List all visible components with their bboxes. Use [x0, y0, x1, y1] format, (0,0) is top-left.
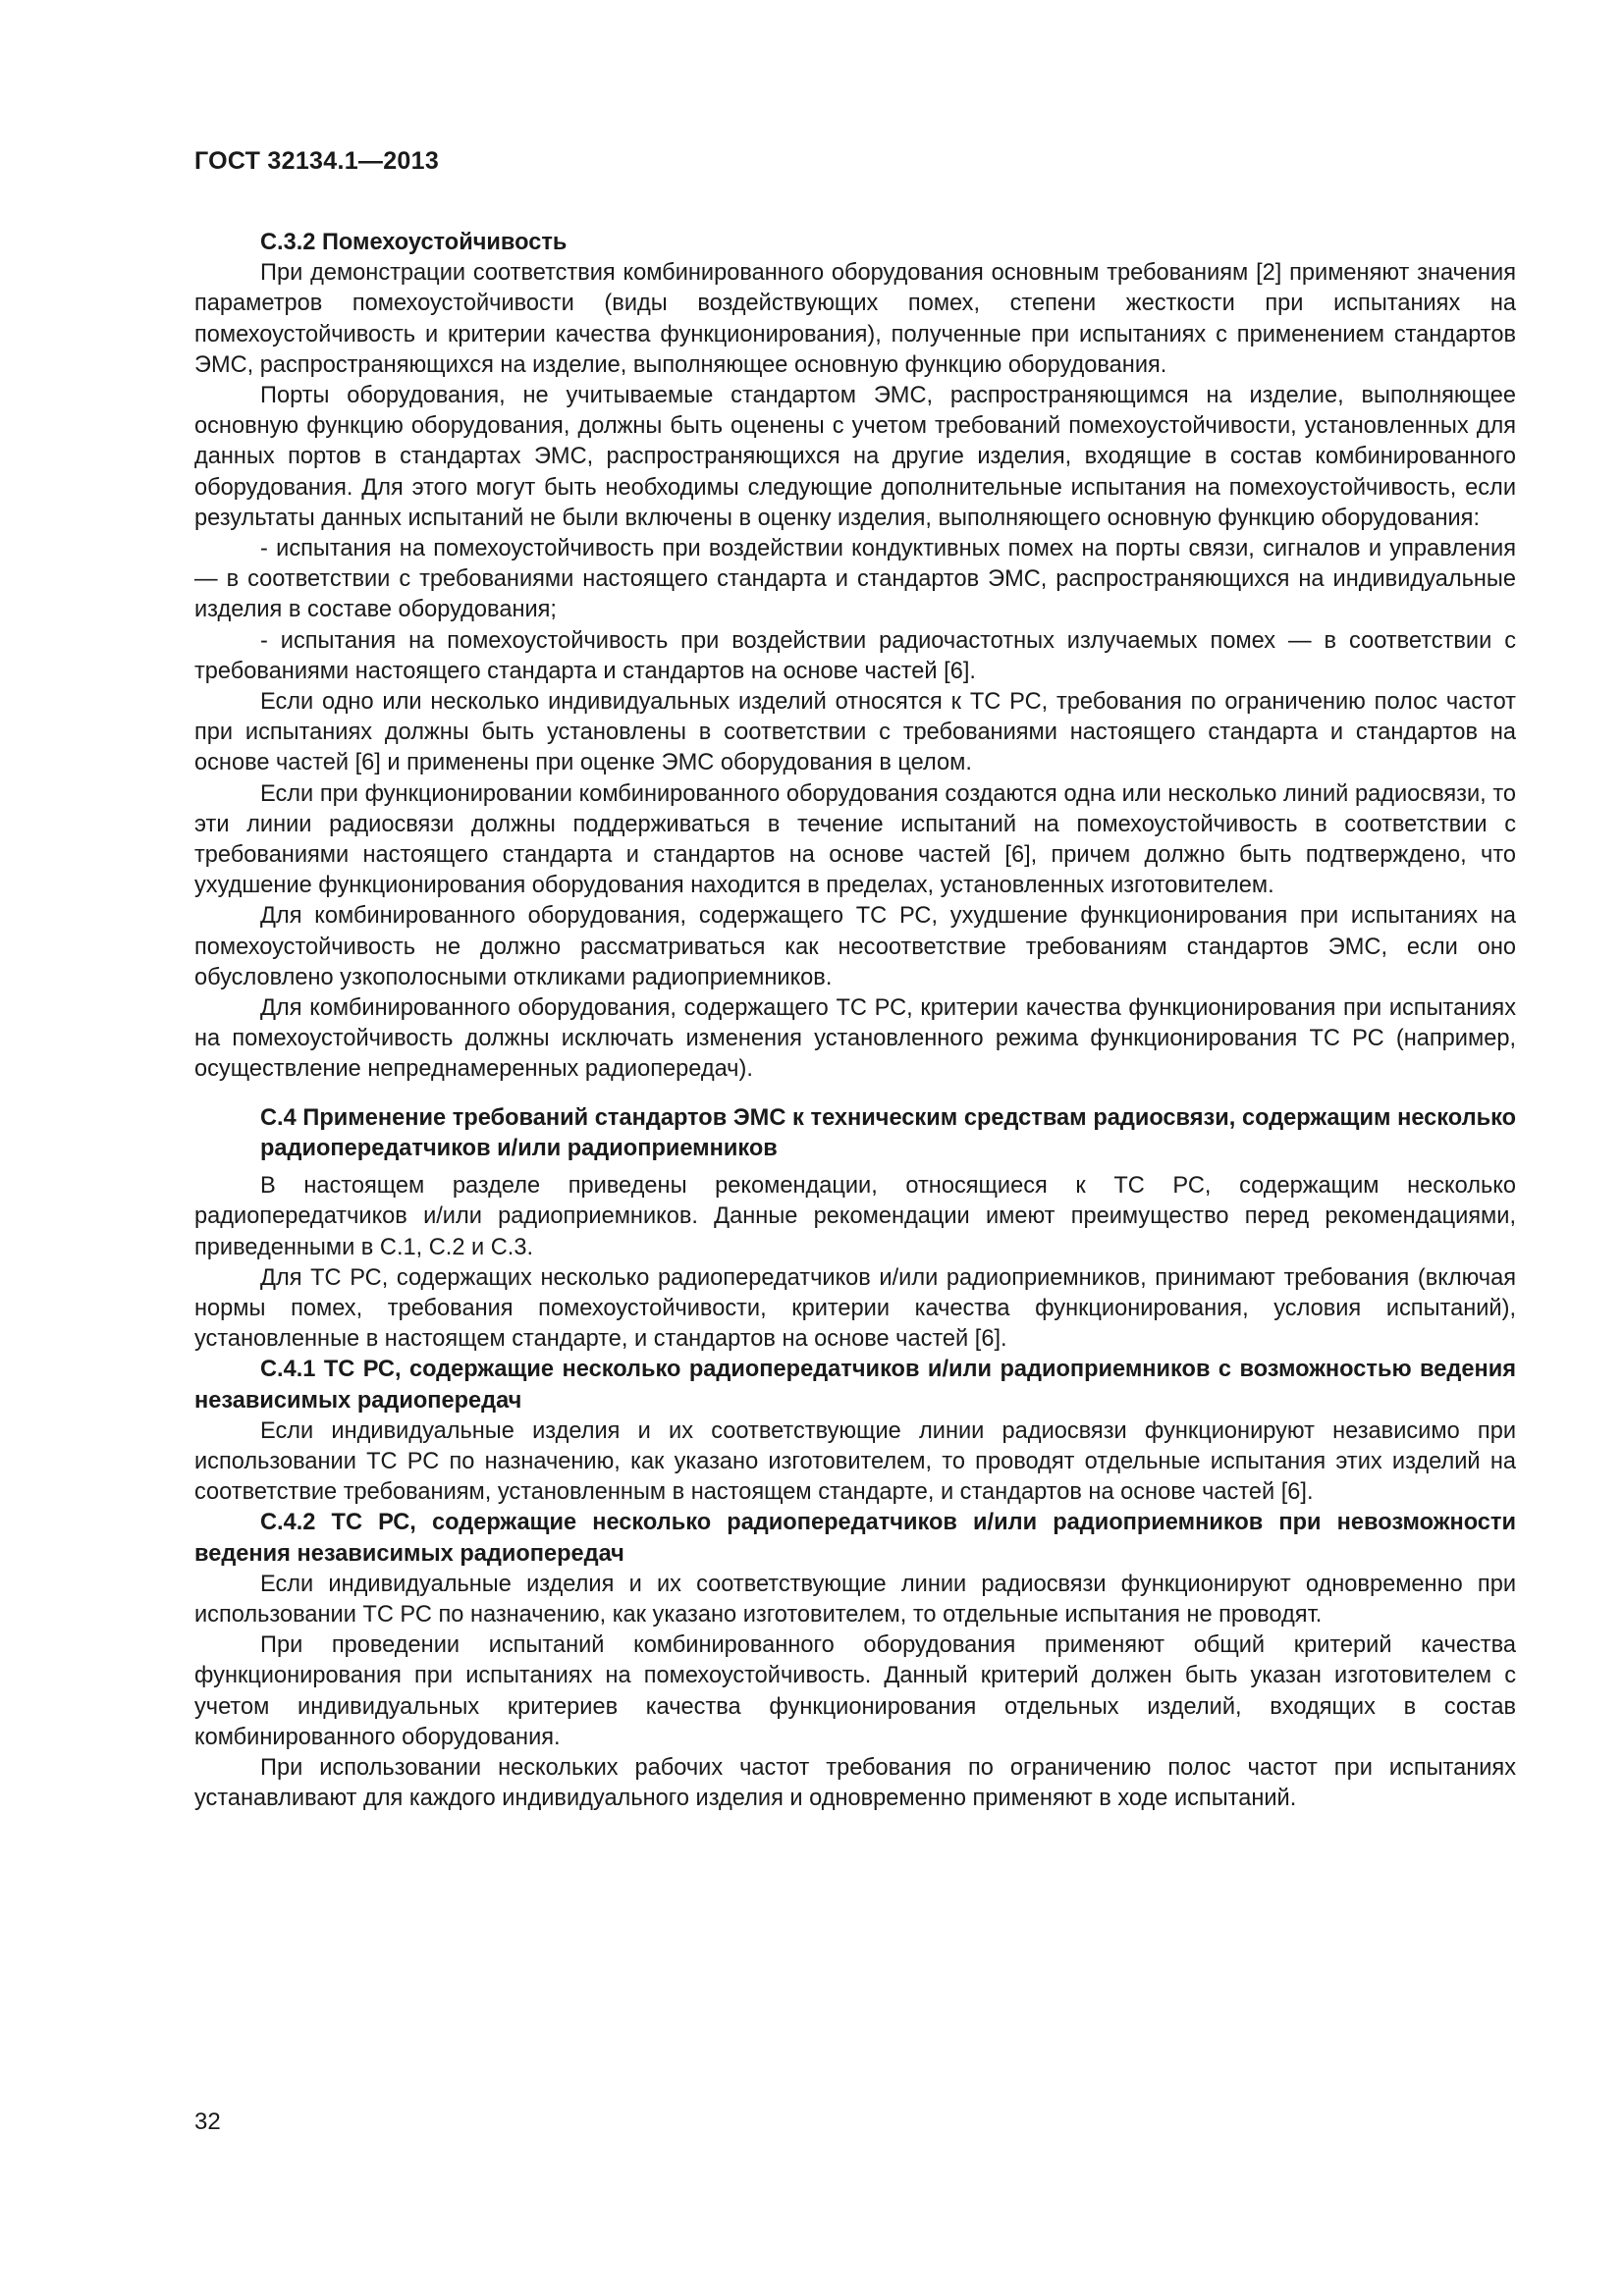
paragraph: Порты оборудования, не учитываемые стандартом ЭМС, распространяющимся на изделие, выполняющее основную функцию оборудования, должны быть оценены с учетом требований помехоустойчивости, установленных для данных портов в стандартах ЭМС, распространяющихся на другие изделия, входящие в состав комбинированного оборудования. Для этого могут быть необходимы следующие дополнительные испытания на помехоустойчивость, если результаты данных испытаний не были включены в оценку изделия, выполняющего основную функцию оборудования:	[194, 383, 1516, 531]
paragraph: При проведении испытаний комбинированного оборудования применяют общий критерий качества функционирования при испытаниях на помехоустойчивость. Данный критерий должен быть указан изготовителем с учетом индивидуальных критериев качества функционирования отдельных изделий, входящих в состав комбинированного оборудования.	[194, 1632, 1516, 1750]
list-item: - испытания на помехоустойчивость при воздействии кондуктивных помех на порты связи, сигналов и управления — в соответствии с требованиями настоящего стандарта и стандартов ЭМС, распространяющихся на индивидуальные изделия в составе оборудования;	[194, 536, 1516, 623]
paragraph: При использовании нескольких рабочих частот требования по ограничению полос частот при испытаниях устанавливают для каждого индивидуального изделия и одновременно применяют в ходе испытаний.	[194, 1754, 1516, 1812]
section-heading-c4: С.4 Применение требований стандартов ЭМС к техническим средствам радиосвязи, содержащим несколько радиопередатчиков и/или радиоприемников	[260, 1104, 1516, 1161]
section-heading-c4-1: С.4.1 ТС РС, содержащие несколько радиопередатчиков и/или радиоприемников с возможностью ведения независимых радиопередач	[194, 1357, 1516, 1414]
section-heading-c4-2: С.4.2 ТС РС, содержащие несколько радиопередатчиков и/или радиоприемников при невозможности ведения независимых радиопередач	[194, 1510, 1516, 1567]
list-item: - испытания на помехоустойчивость при воздействии радиочастотных излучаемых помех — в соответствии с требованиями настоящего стандарта и стандартов на основе частей [6].	[194, 627, 1516, 684]
document-body	[194, 228, 1516, 1814]
page-number: 32	[194, 2109, 221, 2135]
paragraph: Для ТС РС, содержащих несколько радиопередатчиков и/или радиоприемников, принимают требования (включая нормы помех, требования помехоустойчивости, критерии качества функционирования, условия испытаний), установленные в настоящем стандарте, и стандартов на основе частей [6].	[194, 1264, 1516, 1353]
document-header: ГОСТ 32134.1—2013	[194, 147, 440, 175]
paragraph: При демонстрации соответствия комбинированного оборудования основным требованиям [2] применяют значения параметров помехоустойчивости (виды воздействующих помех, степени жесткости при испытаниях на помехоустойчивость и критерии качества функционирования), полученные при испытаниях с применением стандартов ЭМС, распространяющихся на изделие, выполняющее основную функцию оборудования.	[194, 260, 1516, 378]
paragraph: Если индивидуальные изделия и их соответствующие линии радиосвязи функционируют одновременно при использовании ТС РС по назначению, как указано изготовителем, то отдельные испытания не проводят.	[194, 1571, 1516, 1628]
paragraph: Если при функционировании комбинированного оборудования создаются одна или несколько линий радиосвязи, то эти линии радиосвязи должны поддерживаться в течение испытаний на помехоустойчивость в соответствии с требованиями настоящего стандарта и стандартов на основе частей [6], причем должно быть подтверждено, что ухудшение функционирования оборудования находится в пределах, установленных изготовителем.	[194, 780, 1516, 899]
paragraph: Если индивидуальные изделия и их соответствующие линии радиосвязи функционируют независимо при использовании ТС РС по назначению, как указано изготовителем, то проводят отдельные испытания этих изделий на соответствие требованиям, установленным в настоящем стандарте, и стандартов на основе частей [6].	[194, 1417, 1516, 1506]
paragraph: Если одно или несколько индивидуальных изделий относятся к ТС РС, требования по ограничению полос частот при испытаниях должны быть установлены в соответствии с требованиями настоящего стандарта и стандартов на основе частей [6] и применены при оценке ЭМС оборудования в целом.	[194, 689, 1516, 776]
section-heading-c3-2: С.3.2 Помехоустойчивость	[260, 230, 568, 255]
paragraph: Для комбинированного оборудования, содержащего ТС РС, ухудшение функционирования при испытаниях на помехоустойчивость не должно рассматриваться как несоответствие требованиям стандартов ЭМС, если оно обусловлено узкополосными откликами радиоприемников.	[194, 903, 1516, 990]
paragraph: Для комбинированного оборудования, содержащего ТС РС, критерии качества функционирования при испытаниях на помехоустойчивость должны исключать изменения установленного режима функционирования ТС РС (например, осуществление непреднамеренных радиопередач).	[194, 995, 1516, 1083]
paragraph: В настоящем разделе приведены рекомендации, относящиеся к ТС РС, содержащим несколько радиопередатчиков и/или радиоприемников. Данные рекомендации имеют преимущество перед рекомендациями, приведенными в С.1, С.2 и С.3.	[194, 1173, 1516, 1260]
